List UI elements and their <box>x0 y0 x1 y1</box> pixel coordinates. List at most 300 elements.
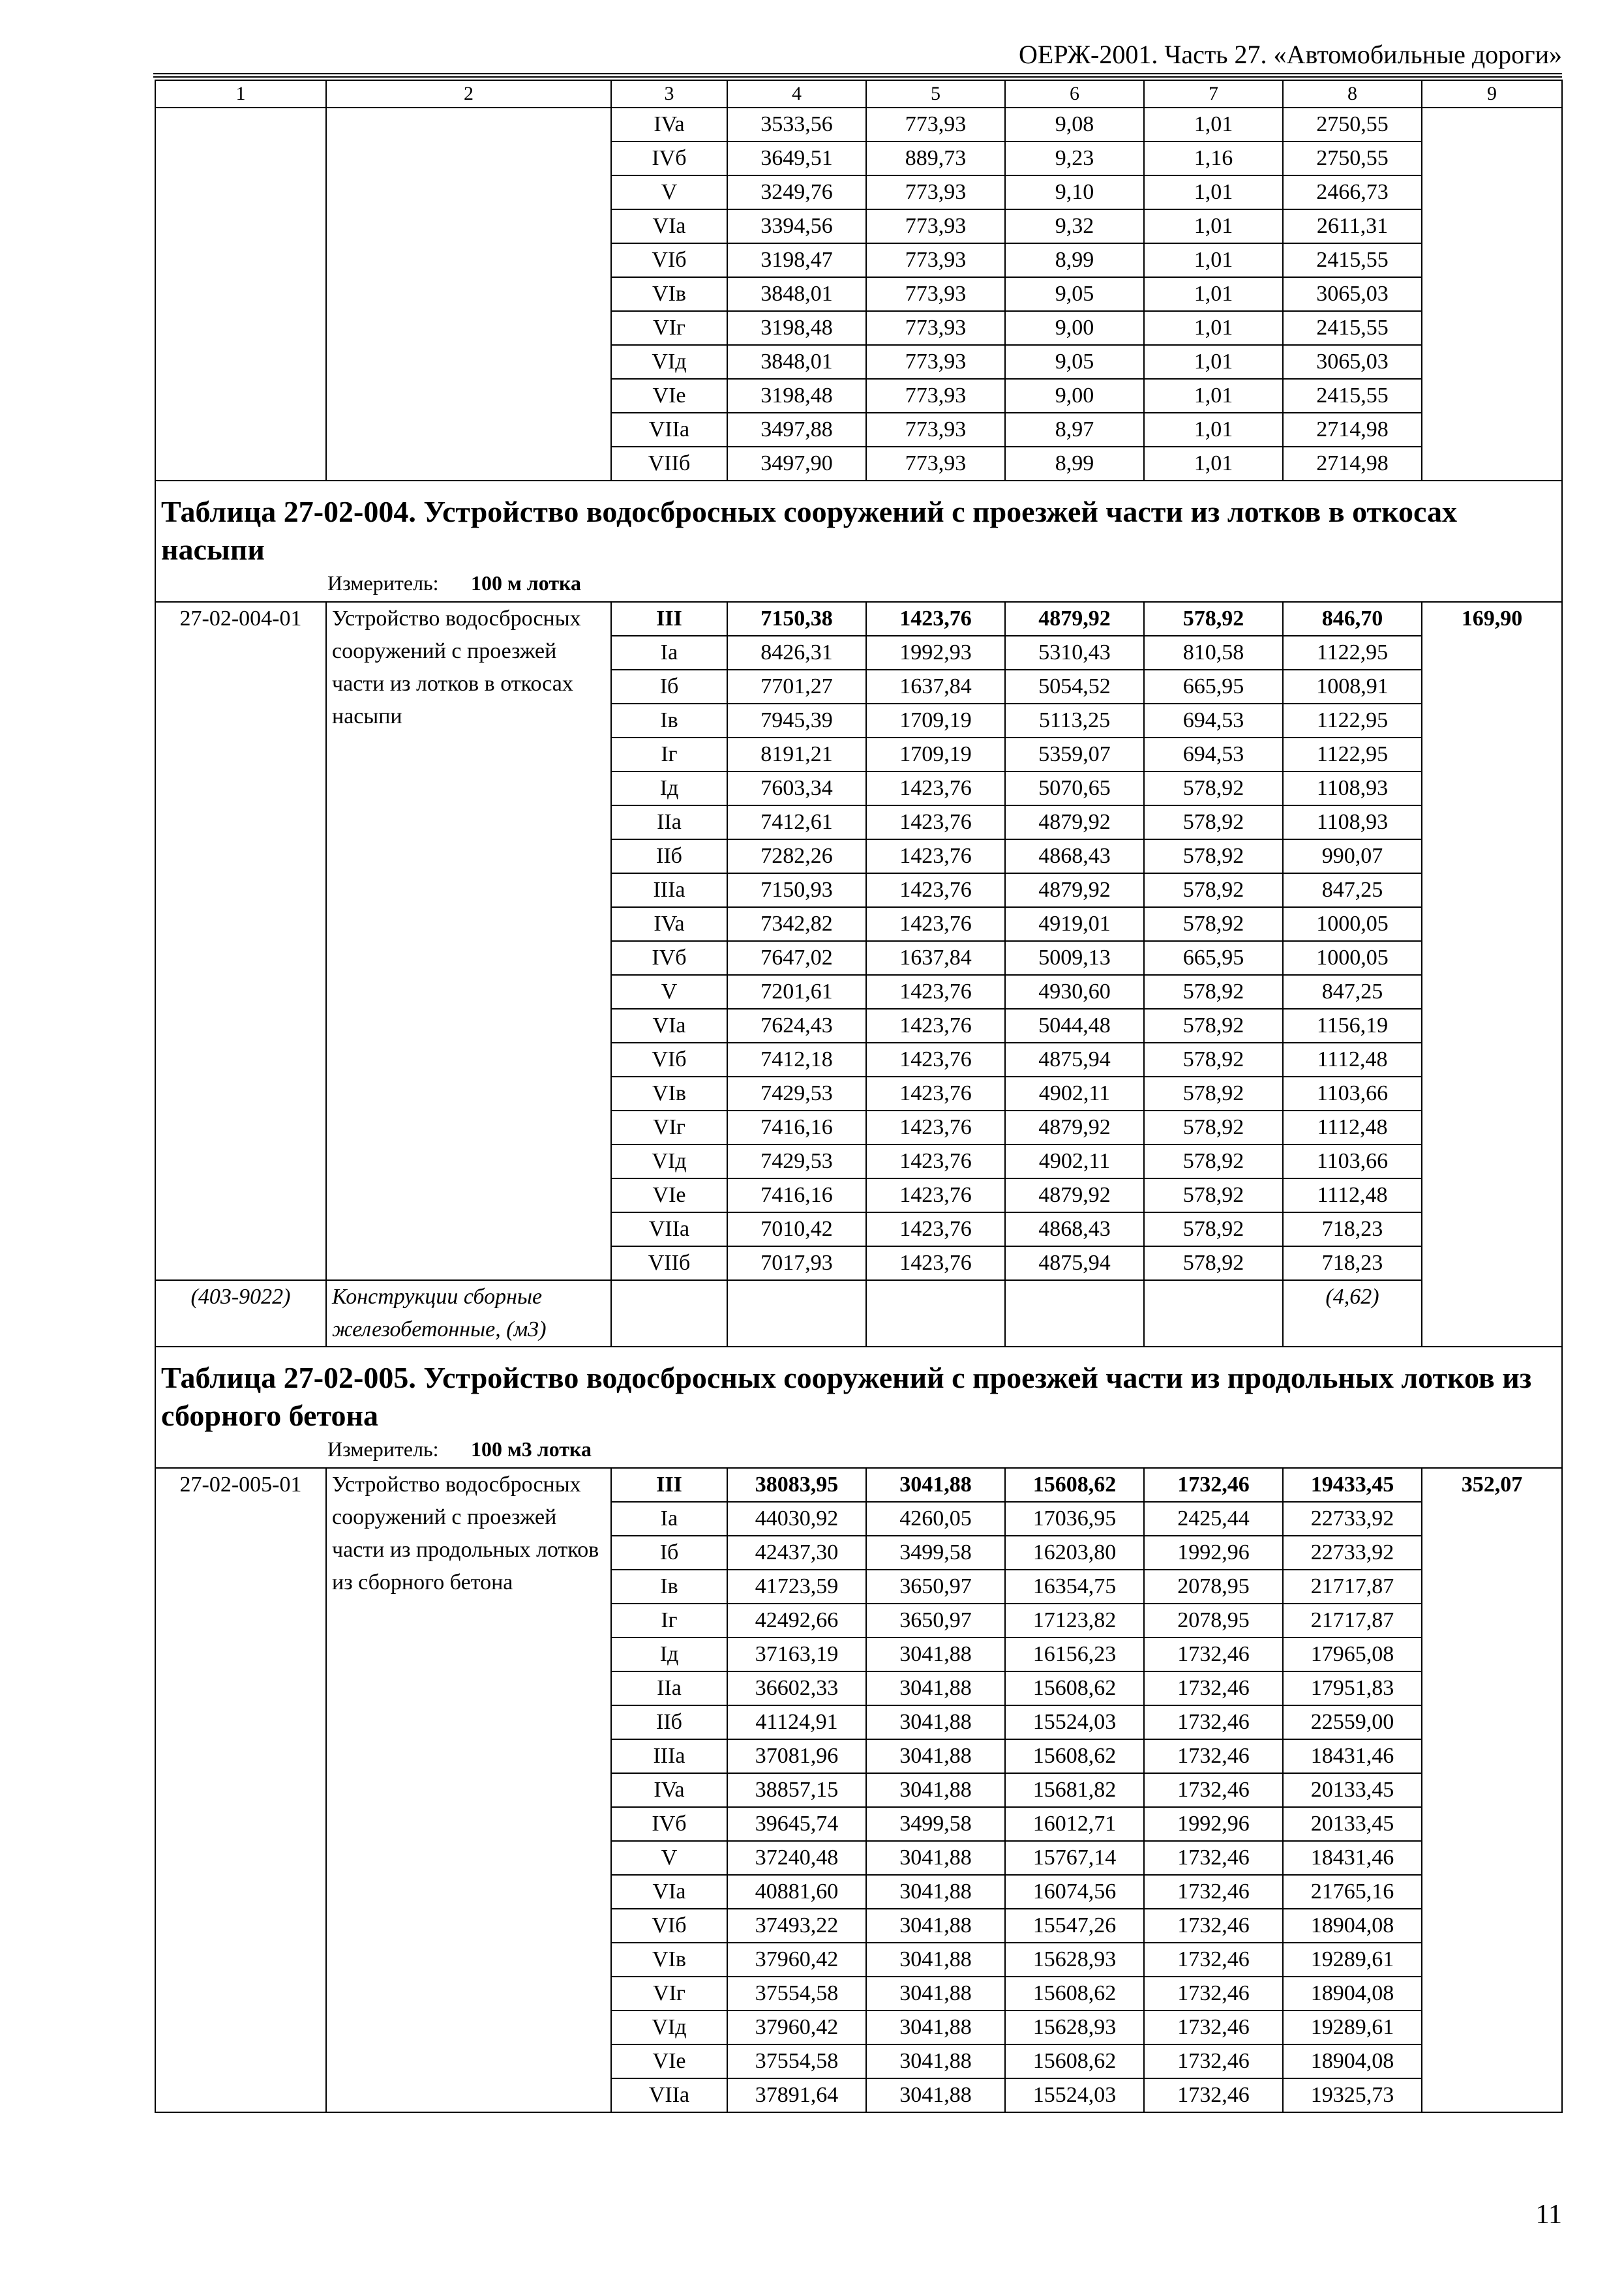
value-cell: 1423,76 <box>866 873 1005 907</box>
value-cell: 1732,46 <box>1144 1671 1283 1705</box>
value-cell: 3198,48 <box>727 379 866 413</box>
value-cell: 8,99 <box>1005 447 1144 481</box>
zone-cell: Iг <box>611 738 727 771</box>
value-cell: 3041,88 <box>866 1705 1005 1739</box>
value-cell: 4879,92 <box>1005 805 1144 839</box>
value-cell: 19325,73 <box>1283 2078 1422 2112</box>
value-cell: 3041,88 <box>866 1943 1005 1977</box>
value-cell: 7201,61 <box>727 975 866 1009</box>
value-cell: 9,00 <box>1005 379 1144 413</box>
position-code: 27-02-004-01 <box>155 602 326 1280</box>
value-cell: 37240,48 <box>727 1841 866 1875</box>
zone-cell: V <box>611 175 727 209</box>
material-quantity: (4,62) <box>1283 1280 1422 1347</box>
meter-line <box>161 569 1556 597</box>
value-cell: 3249,76 <box>727 175 866 209</box>
zone-cell: IVa <box>611 907 727 941</box>
value-cell: 4879,92 <box>1005 1111 1144 1144</box>
position-description: Устройство водосбросных сооружений с проезжей части из продольных лотков из сборного бетона <box>326 1468 611 2112</box>
value-cell: 578,92 <box>1144 873 1283 907</box>
column-number: 2 <box>326 80 611 108</box>
value-cell: 1423,76 <box>866 907 1005 941</box>
col9-cell <box>1422 108 1562 481</box>
value-cell <box>866 1280 1005 1347</box>
value-cell: 37163,19 <box>727 1638 866 1671</box>
value-cell: 9,05 <box>1005 277 1144 311</box>
value-cell: 44030,92 <box>727 1502 866 1536</box>
value-cell: 773,93 <box>866 379 1005 413</box>
value-cell: 15681,82 <box>1005 1773 1144 1807</box>
value-cell: 1423,76 <box>866 839 1005 873</box>
value-cell: 1423,76 <box>866 975 1005 1009</box>
zone-cell: VIe <box>611 379 727 413</box>
value-cell: 22733,92 <box>1283 1536 1422 1570</box>
value-cell: 7412,61 <box>727 805 866 839</box>
value-cell: 578,92 <box>1144 771 1283 805</box>
zone-cell: Iв <box>611 704 727 738</box>
value-cell: 1732,46 <box>1144 1909 1283 1943</box>
column-number: 1 <box>155 80 326 108</box>
value-cell: 578,92 <box>1144 1212 1283 1246</box>
zone-cell: VIe <box>611 2044 727 2078</box>
value-cell: 847,25 <box>1283 873 1422 907</box>
value-cell: 4902,11 <box>1005 1077 1144 1111</box>
value-cell: 2078,95 <box>1144 1604 1283 1638</box>
value-cell: 3497,88 <box>727 413 866 447</box>
value-cell: 3041,88 <box>866 1638 1005 1671</box>
value-cell: 3041,88 <box>866 2078 1005 2112</box>
value-cell: 578,92 <box>1144 1246 1283 1280</box>
value-cell: 1732,46 <box>1144 1841 1283 1875</box>
page-number: 11 <box>1535 2200 1562 2230</box>
value-cell: 1,01 <box>1144 345 1283 379</box>
table-row <box>155 108 1562 142</box>
value-cell: 7282,26 <box>727 839 866 873</box>
value-cell: 15608,62 <box>1005 1977 1144 2011</box>
value-cell: 1103,66 <box>1283 1077 1422 1111</box>
value-cell: 37554,58 <box>727 2044 866 2078</box>
value-cell: 1423,76 <box>866 1009 1005 1043</box>
value-cell <box>611 1280 727 1347</box>
zone-cell: VIIб <box>611 1246 727 1280</box>
value-cell: 8,99 <box>1005 243 1144 277</box>
value-cell: 1423,76 <box>866 1246 1005 1280</box>
value-cell: 578,92 <box>1144 907 1283 941</box>
value-cell: 4875,94 <box>1005 1246 1144 1280</box>
value-cell: 2415,55 <box>1283 379 1422 413</box>
value-cell: 18431,46 <box>1283 1739 1422 1773</box>
value-cell: 1732,46 <box>1144 2011 1283 2044</box>
zone-cell: VIд <box>611 2011 727 2044</box>
value-cell: 1992,96 <box>1144 1807 1283 1841</box>
column-number: 8 <box>1283 80 1422 108</box>
value-cell: 5359,07 <box>1005 738 1144 771</box>
value-cell: 1423,76 <box>866 771 1005 805</box>
value-cell: 18431,46 <box>1283 1841 1422 1875</box>
col9-cell: 169,90 <box>1422 602 1562 1347</box>
zone-cell: VIIa <box>611 1212 727 1246</box>
value-cell: 18904,08 <box>1283 1909 1422 1943</box>
value-cell: 37081,96 <box>727 1739 866 1773</box>
value-cell: 15524,03 <box>1005 1705 1144 1739</box>
value-cell: 1992,96 <box>1144 1536 1283 1570</box>
column-number: 5 <box>866 80 1005 108</box>
value-cell: 18904,08 <box>1283 2044 1422 2078</box>
value-cell: 37960,42 <box>727 2011 866 2044</box>
value-cell: 1732,46 <box>1144 1705 1283 1739</box>
value-cell: 1732,46 <box>1144 1468 1283 1502</box>
value-cell: 694,53 <box>1144 704 1283 738</box>
value-cell: 16354,75 <box>1005 1570 1144 1604</box>
table-title-cell <box>155 481 1562 602</box>
value-cell: 1732,46 <box>1144 2044 1283 2078</box>
value-cell: 1732,46 <box>1144 1773 1283 1807</box>
value-cell: 1,01 <box>1144 175 1283 209</box>
value-cell: 1108,93 <box>1283 805 1422 839</box>
zone-cell: VIб <box>611 1909 727 1943</box>
value-cell: 773,93 <box>866 447 1005 481</box>
position-description <box>326 108 611 481</box>
value-cell: 7647,02 <box>727 941 866 975</box>
zone-cell: VIa <box>611 1009 727 1043</box>
rates-table-body <box>155 80 1562 2112</box>
value-cell: 7017,93 <box>727 1246 866 1280</box>
value-cell: 694,53 <box>1144 738 1283 771</box>
value-cell: 1423,76 <box>866 1178 1005 1212</box>
value-cell: 19289,61 <box>1283 2011 1422 2044</box>
value-cell: 718,23 <box>1283 1212 1422 1246</box>
value-cell: 20133,45 <box>1283 1773 1422 1807</box>
value-cell: 2425,44 <box>1144 1502 1283 1536</box>
value-cell: 19433,45 <box>1283 1468 1422 1502</box>
value-cell: 4868,43 <box>1005 1212 1144 1246</box>
zone-cell: IIб <box>611 1705 727 1739</box>
zone-cell: VIa <box>611 1875 727 1909</box>
value-cell: 578,92 <box>1144 975 1283 1009</box>
value-cell: 15608,62 <box>1005 1671 1144 1705</box>
value-cell: 42437,30 <box>727 1536 866 1570</box>
value-cell: 3065,03 <box>1283 345 1422 379</box>
value-cell <box>727 1280 866 1347</box>
zone-cell: Iг <box>611 1604 727 1638</box>
column-number: 7 <box>1144 80 1283 108</box>
value-cell: 17951,83 <box>1283 1671 1422 1705</box>
meter-value: 100 м лотка <box>471 571 581 595</box>
value-cell: 15767,14 <box>1005 1841 1144 1875</box>
value-cell: 1732,46 <box>1144 2078 1283 2112</box>
value-cell: 7342,82 <box>727 907 866 941</box>
zone-cell: VIIa <box>611 413 727 447</box>
zone-cell: VIв <box>611 1077 727 1111</box>
value-cell: 15524,03 <box>1005 2078 1144 2112</box>
value-cell: 5310,43 <box>1005 636 1144 670</box>
value-cell: 38857,15 <box>727 1773 866 1807</box>
value-cell: 889,73 <box>866 142 1005 175</box>
value-cell: 847,25 <box>1283 975 1422 1009</box>
meter-label: Измеритель: <box>327 1437 439 1461</box>
zone-cell: VIIa <box>611 2078 727 2112</box>
value-cell: 40881,60 <box>727 1875 866 1909</box>
value-cell: 22559,00 <box>1283 1705 1422 1739</box>
value-cell: 4902,11 <box>1005 1144 1144 1178</box>
value-cell: 3041,88 <box>866 1468 1005 1502</box>
zone-cell: VIIб <box>611 447 727 481</box>
value-cell: 7701,27 <box>727 670 866 704</box>
zone-cell: IIб <box>611 839 727 873</box>
zone-cell: III <box>611 1468 727 1502</box>
zone-cell: IVa <box>611 108 727 142</box>
position-code: 27-02-005-01 <box>155 1468 326 2112</box>
value-cell: 3848,01 <box>727 277 866 311</box>
zone-cell: IIa <box>611 1671 727 1705</box>
value-cell: 37891,64 <box>727 2078 866 2112</box>
value-cell: 578,92 <box>1144 1043 1283 1077</box>
value-cell: 7150,38 <box>727 602 866 636</box>
material-row <box>155 1280 1562 1347</box>
zone-cell: IVб <box>611 1807 727 1841</box>
zone-cell: VIв <box>611 277 727 311</box>
zone-cell: VIг <box>611 1977 727 2011</box>
value-cell: 773,93 <box>866 108 1005 142</box>
value-cell: 3394,56 <box>727 209 866 243</box>
value-cell: 17965,08 <box>1283 1638 1422 1671</box>
value-cell: 16074,56 <box>1005 1875 1144 1909</box>
zone-cell: Ia <box>611 1502 727 1536</box>
value-cell: 2714,98 <box>1283 447 1422 481</box>
column-number: 6 <box>1005 80 1144 108</box>
header-rule <box>153 73 1562 78</box>
zone-cell: VIд <box>611 345 727 379</box>
column-numbers-row <box>155 80 1562 108</box>
value-cell: 3848,01 <box>727 345 866 379</box>
zone-cell: III <box>611 602 727 636</box>
value-cell: 37554,58 <box>727 1977 866 2011</box>
value-cell: 1000,05 <box>1283 907 1422 941</box>
column-number: 9 <box>1422 80 1562 108</box>
zone-cell: VIг <box>611 311 727 345</box>
zone-cell: VIб <box>611 243 727 277</box>
value-cell: 4260,05 <box>866 1502 1005 1536</box>
value-cell: 21717,87 <box>1283 1570 1422 1604</box>
value-cell: 1732,46 <box>1144 1638 1283 1671</box>
value-cell: 37960,42 <box>727 1943 866 1977</box>
value-cell: 773,93 <box>866 345 1005 379</box>
value-cell: 3198,47 <box>727 243 866 277</box>
value-cell: 4919,01 <box>1005 907 1144 941</box>
value-cell: 7416,16 <box>727 1178 866 1212</box>
table-row <box>155 1468 1562 1502</box>
value-cell: 1,01 <box>1144 209 1283 243</box>
value-cell: 3198,48 <box>727 311 866 345</box>
zone-cell: V <box>611 975 727 1009</box>
value-cell: 578,92 <box>1144 839 1283 873</box>
value-cell: 3041,88 <box>866 2011 1005 2044</box>
value-cell: 2750,55 <box>1283 142 1422 175</box>
table-title: Таблица 27-02-004. Устройство водосбросных сооружений с проезжей части из лотков в откосах насыпи <box>161 495 1457 566</box>
value-cell: 16012,71 <box>1005 1807 1144 1841</box>
value-cell: 1709,19 <box>866 704 1005 738</box>
value-cell: 3499,58 <box>866 1536 1005 1570</box>
value-cell: 773,93 <box>866 413 1005 447</box>
value-cell: 578,92 <box>1144 602 1283 636</box>
value-cell: 8191,21 <box>727 738 866 771</box>
zone-cell: Iб <box>611 1536 727 1570</box>
table-title: Таблица 27-02-005. Устройство водосбросных сооружений с проезжей части из продольных лотков из сборного бетона <box>161 1361 1532 1432</box>
value-cell: 1,01 <box>1144 277 1283 311</box>
value-cell: 1108,93 <box>1283 771 1422 805</box>
value-cell: 1112,48 <box>1283 1043 1422 1077</box>
value-cell: 7603,34 <box>727 771 866 805</box>
value-cell: 1637,84 <box>866 941 1005 975</box>
value-cell: 3650,97 <box>866 1604 1005 1638</box>
value-cell: 7416,16 <box>727 1111 866 1144</box>
meter-value: 100 м3 лотка <box>471 1437 592 1461</box>
value-cell: 9,08 <box>1005 108 1144 142</box>
value-cell: 39645,74 <box>727 1807 866 1841</box>
value-cell: 4875,94 <box>1005 1043 1144 1077</box>
value-cell: 1008,91 <box>1283 670 1422 704</box>
value-cell: 1156,19 <box>1283 1009 1422 1043</box>
value-cell: 578,92 <box>1144 1144 1283 1178</box>
value-cell: 1122,95 <box>1283 636 1422 670</box>
zone-cell: VIд <box>611 1144 727 1178</box>
value-cell: 3497,90 <box>727 447 866 481</box>
value-cell: 5070,65 <box>1005 771 1144 805</box>
table-title-row <box>155 1347 1562 1468</box>
value-cell: 4868,43 <box>1005 839 1144 873</box>
value-cell: 1709,19 <box>866 738 1005 771</box>
value-cell: 42492,66 <box>727 1604 866 1638</box>
value-cell: 9,23 <box>1005 142 1144 175</box>
value-cell: 18904,08 <box>1283 1977 1422 2011</box>
column-number: 3 <box>611 80 727 108</box>
value-cell: 1423,76 <box>866 1212 1005 1246</box>
value-cell: 7429,53 <box>727 1077 866 1111</box>
value-cell: 3041,88 <box>866 1977 1005 2011</box>
value-cell: 4879,92 <box>1005 1178 1144 1212</box>
value-cell: 3041,88 <box>866 1739 1005 1773</box>
value-cell: 2415,55 <box>1283 311 1422 345</box>
value-cell: 7010,42 <box>727 1212 866 1246</box>
value-cell: 1423,76 <box>866 602 1005 636</box>
value-cell: 4930,60 <box>1005 975 1144 1009</box>
value-cell: 1423,76 <box>866 1043 1005 1077</box>
value-cell: 3650,97 <box>866 1570 1005 1604</box>
value-cell: 773,93 <box>866 277 1005 311</box>
value-cell: 578,92 <box>1144 1111 1283 1144</box>
value-cell: 16203,80 <box>1005 1536 1144 1570</box>
value-cell: 4879,92 <box>1005 873 1144 907</box>
value-cell: 1,01 <box>1144 108 1283 142</box>
value-cell: 20133,45 <box>1283 1807 1422 1841</box>
value-cell: 8,97 <box>1005 413 1144 447</box>
table-row <box>155 602 1562 636</box>
value-cell: 3533,56 <box>727 108 866 142</box>
meter-label: Измеритель: <box>327 571 439 595</box>
zone-cell: Iв <box>611 1570 727 1604</box>
value-cell: 9,00 <box>1005 311 1144 345</box>
value-cell: 1103,66 <box>1283 1144 1422 1178</box>
value-cell: 846,70 <box>1283 602 1422 636</box>
value-cell: 7150,93 <box>727 873 866 907</box>
value-cell: 1732,46 <box>1144 1875 1283 1909</box>
value-cell: 16156,23 <box>1005 1638 1144 1671</box>
value-cell: 773,93 <box>866 175 1005 209</box>
value-cell: 3065,03 <box>1283 277 1422 311</box>
value-cell: 1732,46 <box>1144 1977 1283 2011</box>
value-cell: 3041,88 <box>866 2044 1005 2078</box>
value-cell: 2078,95 <box>1144 1570 1283 1604</box>
value-cell: 17036,95 <box>1005 1502 1144 1536</box>
zone-cell: Iб <box>611 670 727 704</box>
value-cell <box>1144 1280 1283 1347</box>
material-code: (403-9022) <box>155 1280 326 1347</box>
value-cell: 7412,18 <box>727 1043 866 1077</box>
value-cell: 1122,95 <box>1283 704 1422 738</box>
value-cell: 2750,55 <box>1283 108 1422 142</box>
value-cell: 5054,52 <box>1005 670 1144 704</box>
value-cell: 5113,25 <box>1005 704 1144 738</box>
value-cell: 1637,84 <box>866 670 1005 704</box>
value-cell: 773,93 <box>866 311 1005 345</box>
value-cell: 578,92 <box>1144 1077 1283 1111</box>
value-cell: 5044,48 <box>1005 1009 1144 1043</box>
value-cell: 1,01 <box>1144 311 1283 345</box>
value-cell: 1732,46 <box>1144 1943 1283 1977</box>
value-cell: 15608,62 <box>1005 2044 1144 2078</box>
value-cell: 22733,92 <box>1283 1502 1422 1536</box>
value-cell: 7429,53 <box>727 1144 866 1178</box>
value-cell: 9,05 <box>1005 345 1144 379</box>
value-cell: 3649,51 <box>727 142 866 175</box>
value-cell: 718,23 <box>1283 1246 1422 1280</box>
value-cell: 17123,82 <box>1005 1604 1144 1638</box>
page-header-title: ОЕРЖ-2001. Часть 27. «Автомобильные дороги» <box>1019 40 1562 69</box>
value-cell: 990,07 <box>1283 839 1422 873</box>
zone-cell: VIб <box>611 1043 727 1077</box>
value-cell: 9,32 <box>1005 209 1144 243</box>
value-cell: 810,58 <box>1144 636 1283 670</box>
value-cell: 773,93 <box>866 243 1005 277</box>
zone-cell: VIe <box>611 1178 727 1212</box>
value-cell: 7945,39 <box>727 704 866 738</box>
material-description: Конструкции сборные железобетонные, (м3) <box>326 1280 611 1347</box>
zone-cell: VIв <box>611 1943 727 1977</box>
zone-cell: Iд <box>611 1638 727 1671</box>
table-title-row <box>155 481 1562 602</box>
value-cell: 578,92 <box>1144 805 1283 839</box>
zone-cell: IIa <box>611 805 727 839</box>
zone-cell: IIIa <box>611 873 727 907</box>
value-cell: 578,92 <box>1144 1178 1283 1212</box>
value-cell: 15628,93 <box>1005 1943 1144 1977</box>
zone-cell: VIa <box>611 209 727 243</box>
value-cell: 1732,46 <box>1144 1739 1283 1773</box>
value-cell: 773,93 <box>866 209 1005 243</box>
zone-cell: V <box>611 1841 727 1875</box>
value-cell: 36602,33 <box>727 1671 866 1705</box>
value-cell: 19289,61 <box>1283 1943 1422 1977</box>
value-cell <box>1005 1280 1144 1347</box>
value-cell: 665,95 <box>1144 941 1283 975</box>
meter-line <box>161 1435 1556 1463</box>
value-cell: 1000,05 <box>1283 941 1422 975</box>
value-cell: 15608,62 <box>1005 1468 1144 1502</box>
value-cell: 1112,48 <box>1283 1178 1422 1212</box>
value-cell: 3041,88 <box>866 1841 1005 1875</box>
value-cell: 9,10 <box>1005 175 1144 209</box>
value-cell: 7624,43 <box>727 1009 866 1043</box>
